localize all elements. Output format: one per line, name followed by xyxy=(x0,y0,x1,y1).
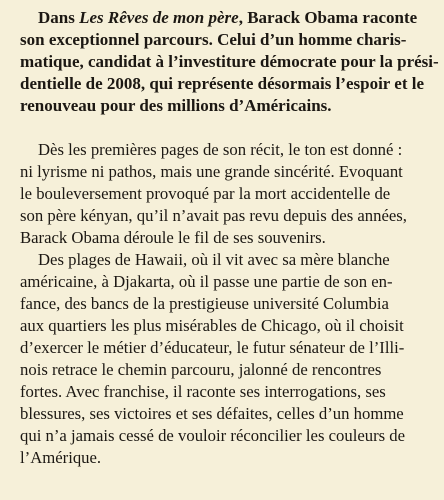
intro-line-4: dentielle de 2008, qui représente désormais l’espoir et le xyxy=(20,74,425,93)
para3-line-2: américaine, à Djakarta, où il passe une partie de son en- xyxy=(20,272,393,291)
intro-text-start: Dans xyxy=(38,8,80,27)
intro-line-3: matique, candidat à l’investiture démocrate pour la prési- xyxy=(20,52,439,71)
para3-line-10: l’Amérique. xyxy=(20,448,102,467)
intro-line-2: son exceptionnel parcours. Celui d’un homme charis- xyxy=(20,30,407,49)
para3-line-8: blessures, ses victoires et ses défaites, celles d’un homme xyxy=(20,404,404,423)
para3-line-9: qui n’a jamais cessé de vouloir réconcilier les couleurs de xyxy=(20,426,406,445)
para2-line-5: Barack Obama déroule le fil de ses souvenirs. xyxy=(20,228,326,247)
paragraph-3 xyxy=(20,249,430,469)
para2-line-1 xyxy=(20,139,430,161)
intro-line-1 xyxy=(20,7,430,29)
intro-line-5: renouveau pour des millions d’Américains. xyxy=(20,96,332,115)
paragraph-2 xyxy=(20,139,430,249)
para2-line-2: ni lyrisme ni pathos, mais une grande sincérité. Evoquant xyxy=(20,162,403,181)
para3-line-5: d’exercer le métier d’éducateur, le futur sénateur de l’Illi- xyxy=(20,338,405,357)
para3-line-1-text: Des plages de Hawaii, où il vit avec sa mère blanche xyxy=(38,250,390,269)
para3-line-7: fortes. Avec franchise, il raconte ses interrogations, ses xyxy=(20,382,386,401)
para3-line-6: nois retrace le chemin parcouru, jalonné de rencontres xyxy=(20,360,382,379)
intro-paragraph xyxy=(20,7,439,117)
para2-line-1-text: Dès les premières pages de son récit, le ton est donné : xyxy=(38,140,403,159)
intro-text-end: , Barack Obama raconte xyxy=(238,8,418,27)
book-title: Les Rêves de mon père xyxy=(79,8,239,27)
para3-line-4: aux quartiers les plus misérables de Chicago, où il choisit xyxy=(20,316,404,335)
para2-line-4: son père kényan, qu’il n’avait pas revu depuis des années, xyxy=(20,206,407,225)
para3-line-3: fance, des bancs de la prestigieuse université Columbia xyxy=(20,294,389,313)
para2-line-3: le bouleversement provoqué par la mort accidentelle de xyxy=(20,184,391,203)
para3-line-1 xyxy=(20,249,430,271)
